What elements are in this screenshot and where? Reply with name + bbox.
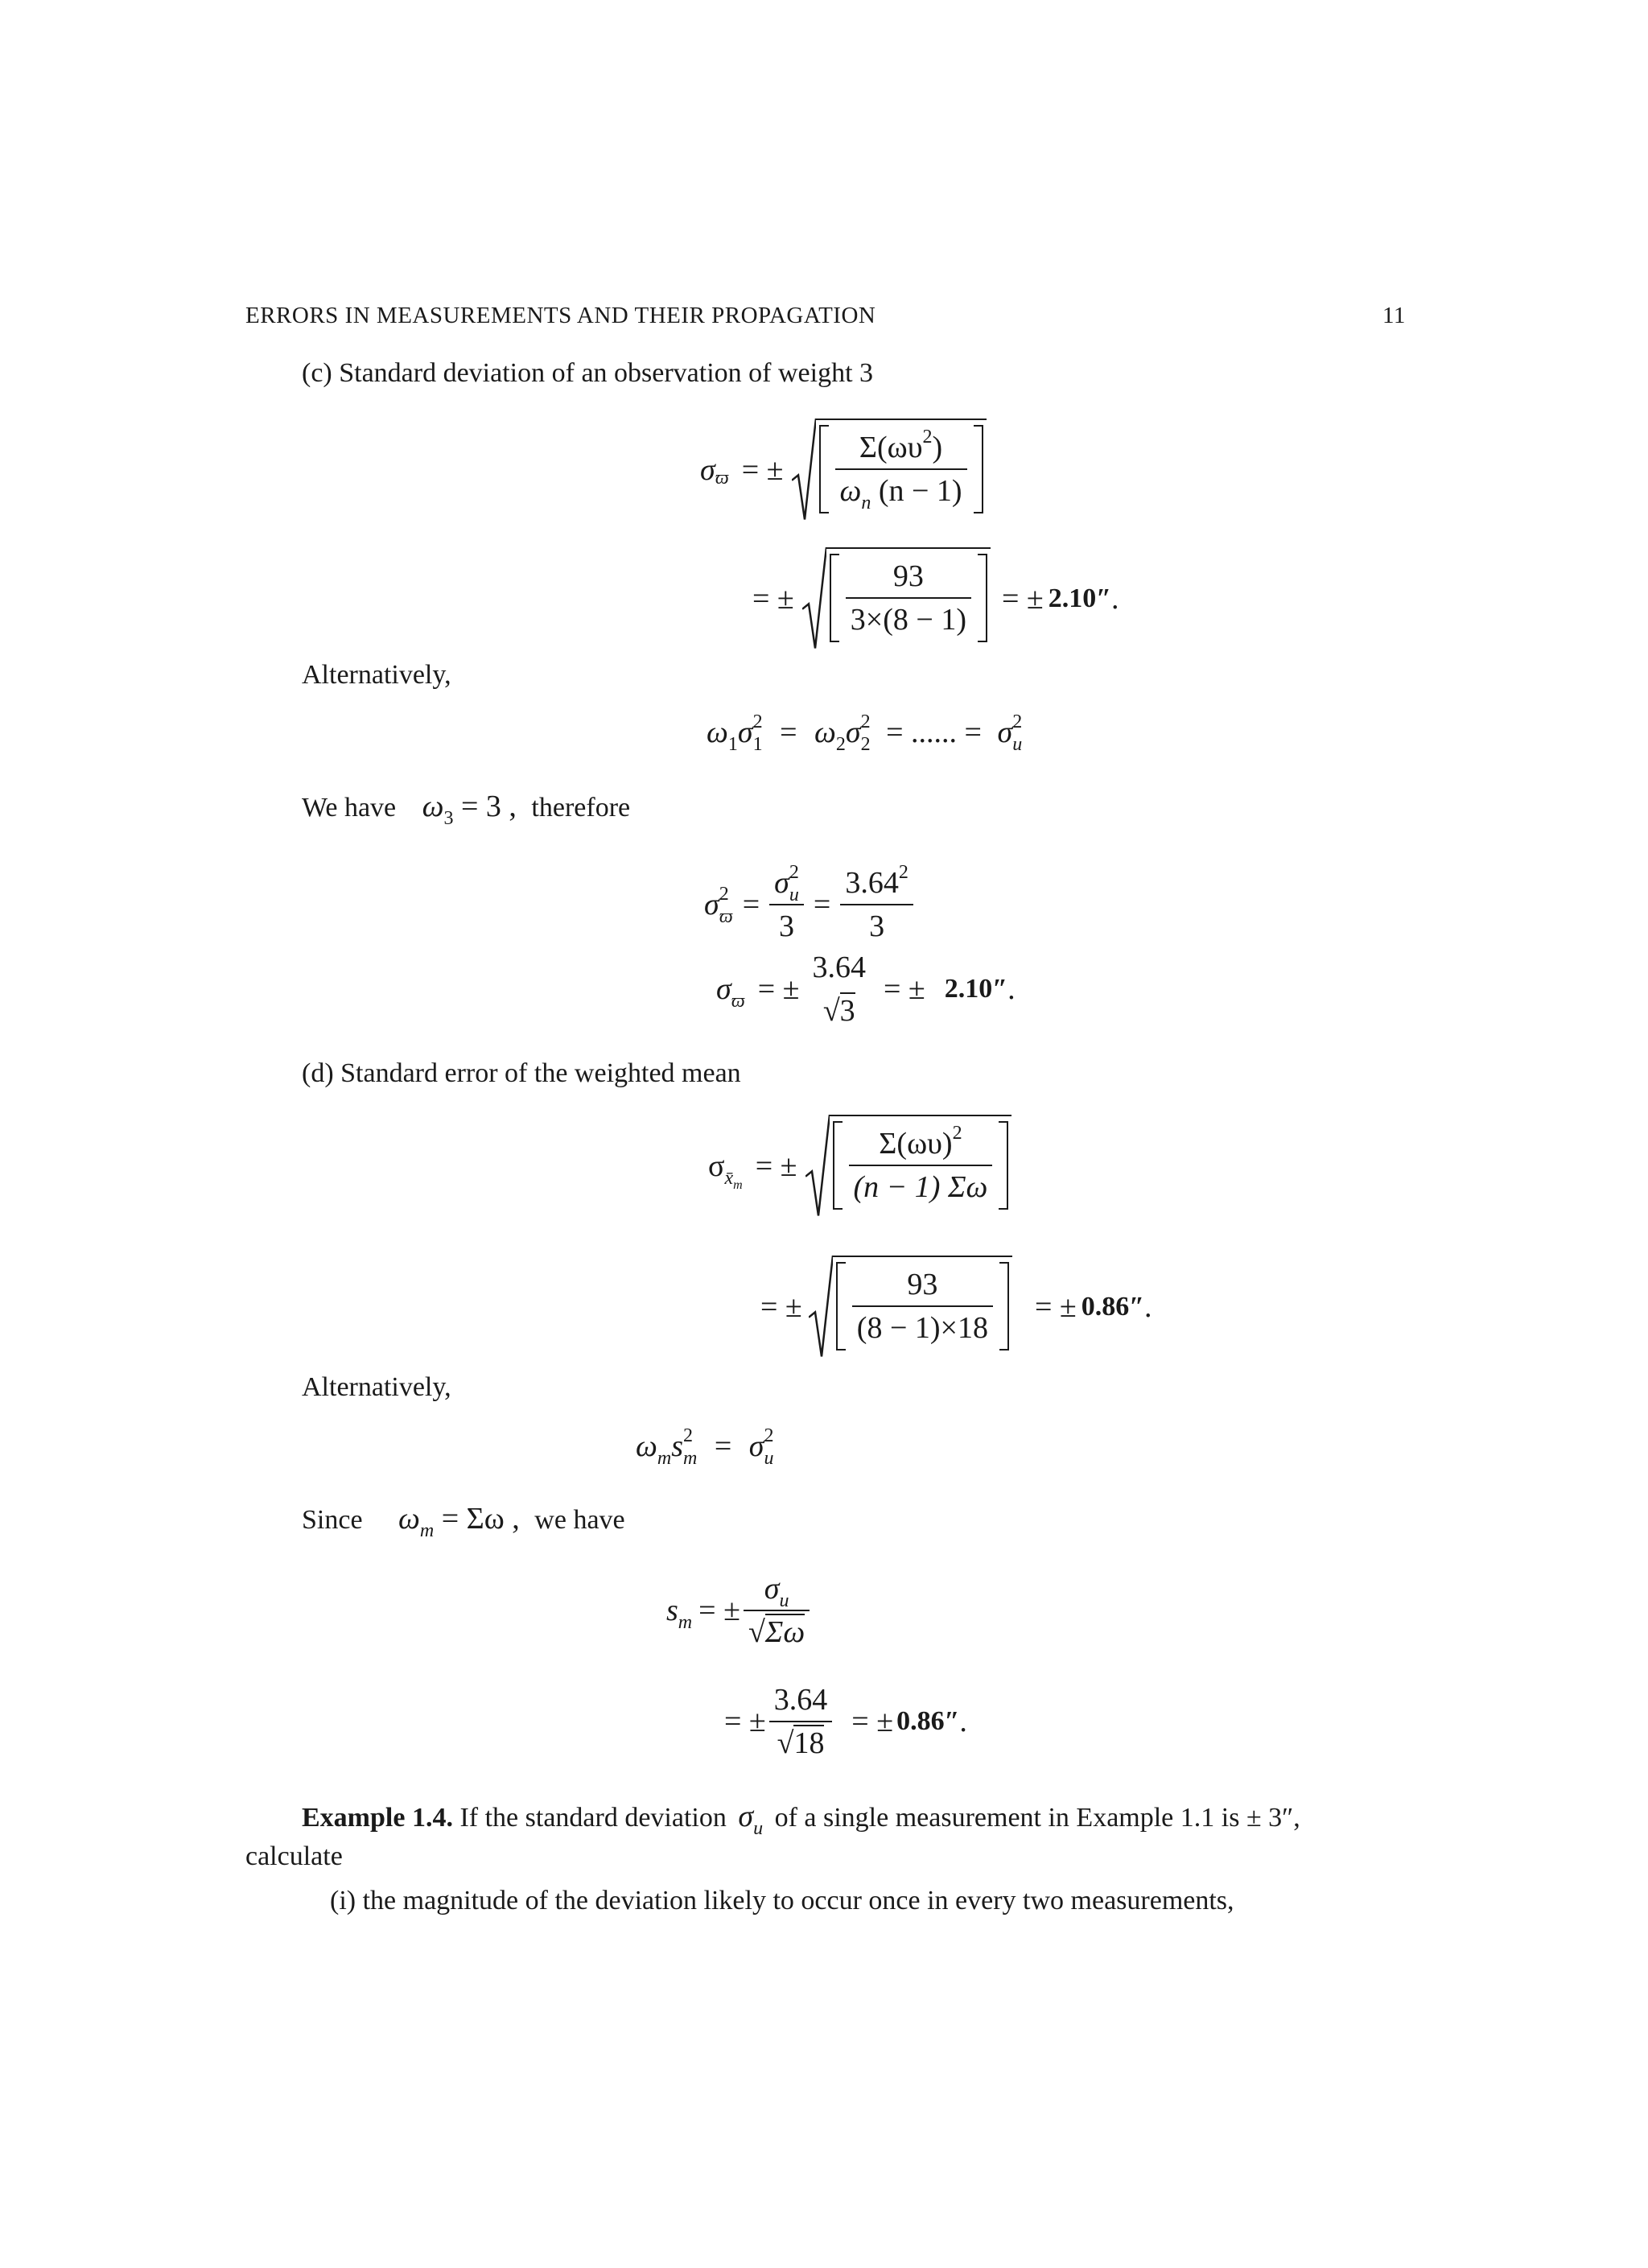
operator: = ±: [1034, 1290, 1077, 1324]
subscript: n: [861, 493, 871, 513]
sqrt-expression: [805, 1115, 1012, 1218]
alternatively-label-2: Alternatively,: [302, 1372, 451, 1402]
fraction: [849, 1123, 993, 1205]
equals: =: [780, 715, 797, 749]
subscript: m: [682, 1448, 698, 1469]
equation-d4: [666, 1571, 810, 1650]
subscript: m: [678, 1612, 693, 1633]
superscript: 2: [1012, 711, 1023, 732]
equals: =: [714, 1429, 732, 1463]
operator: = ±: [755, 1149, 797, 1183]
denominator: 3: [869, 909, 885, 943]
we-have-label: We have: [302, 793, 397, 823]
numerator: 93: [907, 1268, 938, 1301]
operator: = ±: [851, 1705, 894, 1738]
numerator: 3.64: [845, 866, 899, 900]
subscript: u: [789, 885, 799, 905]
subscript: m: [657, 1448, 672, 1469]
superscript: 2: [752, 711, 763, 732]
subscript: m: [733, 1178, 743, 1192]
therefore-label: therefore: [531, 793, 631, 823]
operator: = ±: [698, 1594, 740, 1627]
denominator: 18: [793, 1726, 825, 1760]
omega: ω: [636, 1429, 657, 1463]
equals: =: [813, 888, 831, 922]
sigma: σ: [774, 866, 789, 900]
result-value: 0.86″: [896, 1706, 960, 1736]
sqrt-expression: [809, 1256, 1012, 1359]
omega: ω: [422, 790, 444, 823]
sigma: σ: [845, 715, 861, 749]
subscript: ϖ: [719, 906, 733, 927]
superscript: 2: [789, 862, 799, 883]
sigma: σ: [737, 715, 753, 749]
sqrt-expression: [802, 547, 991, 650]
since-line: [302, 1501, 625, 1541]
denominator: 3: [839, 994, 855, 1028]
subscript: u: [753, 1818, 764, 1839]
subscript: 1: [752, 734, 763, 755]
omega: ω: [814, 715, 836, 749]
s-var: s: [666, 1594, 678, 1627]
fraction: [852, 1267, 993, 1346]
ellipsis-equals: = ...... =: [886, 715, 982, 749]
fraction: [835, 427, 967, 513]
operator: = ±: [741, 453, 784, 487]
superscript: 2: [682, 1425, 693, 1446]
sigma: σ: [997, 715, 1013, 749]
example-item-1: (i) the magnitude of the deviation likely to occur once in every two measurements,: [330, 1886, 1234, 1915]
fraction: $\frac{3.64}{√18}$: [769, 1682, 833, 1761]
section-c-heading: (c) Standard deviation of an observation of weight 3: [302, 358, 874, 388]
superscript: 2: [719, 884, 729, 905]
numerator: 93: [892, 559, 924, 593]
denominator-var: ω: [839, 474, 862, 508]
example-text: If the standard deviation: [452, 1803, 734, 1833]
example-label: Example 1.4.: [302, 1803, 453, 1833]
superscript: 2: [898, 862, 908, 883]
sqrt-expression: [792, 419, 987, 522]
result-value: 2.10″: [1048, 583, 1112, 613]
equation-rest: = 3 ,: [453, 790, 517, 823]
superscript: 2: [764, 1425, 774, 1446]
fraction: [840, 862, 913, 944]
section-d-heading: (d) Standard error of the weighted mean: [302, 1058, 741, 1088]
sigma: σ: [708, 1149, 725, 1183]
superscript: 2: [860, 711, 871, 732]
equation-rest: = Σω ,: [434, 1502, 520, 1536]
superscript: 2: [952, 1123, 962, 1144]
subscript: u: [779, 1590, 789, 1611]
sigma: σ: [748, 1429, 764, 1463]
page-number: 11: [1382, 303, 1406, 328]
denominator: 3: [779, 909, 795, 943]
sigma: σ: [716, 972, 731, 1006]
sqrt-icon: [792, 419, 816, 522]
running-title: ERRORS IN MEASUREMENTS AND THEIR PROPAGATION: [245, 303, 876, 328]
equation-d1: [708, 1115, 1011, 1218]
sqrt-icon: [805, 1115, 830, 1218]
fraction: $\frac{\sigma_u}{√\Sigma\omega}$: [744, 1571, 810, 1650]
alternatively-label: Alternatively,: [302, 660, 451, 690]
subscript: ϖ: [715, 467, 729, 489]
subscript: m: [419, 1520, 435, 1541]
subscript: 3: [443, 808, 454, 829]
sigma: σ: [764, 1572, 780, 1606]
omega: ω: [398, 1502, 420, 1536]
numerator: Σ(ωυ: [859, 431, 923, 464]
operator: = ±: [884, 972, 925, 1006]
sigma-symbol: σ: [700, 453, 715, 487]
numerator: 3.64: [773, 1683, 828, 1717]
sigma: σ: [704, 888, 719, 922]
numerator: 3.64: [812, 950, 866, 984]
denominator: (8 − 1)×18: [856, 1311, 988, 1345]
equation-c3: [707, 711, 1023, 755]
s-var: s: [671, 1429, 683, 1463]
subscript: x̄: [724, 1168, 734, 1189]
sigma: σ: [738, 1800, 754, 1833]
equation-d5: = ± $\frac{3.64}{√18}$ = ± 0.86″ .: [724, 1683, 967, 1760]
result-value: 2.10″: [944, 974, 1008, 1004]
denominator-rest: (n − 1): [871, 474, 962, 508]
since-label: Since: [302, 1505, 363, 1535]
sqrt-icon: [809, 1256, 833, 1359]
fraction: [769, 862, 804, 944]
equation-d2: = ± $\frac{93}{(8 - 1)\times 18}$ = ± 0.86″ .: [760, 1256, 1152, 1359]
subscript: 2: [860, 734, 871, 755]
subscript: 1: [727, 734, 738, 755]
paren: ): [932, 431, 943, 464]
omega: ω: [707, 715, 728, 749]
subscript: u: [764, 1448, 774, 1469]
equation-c1: [700, 419, 987, 522]
operator: = ±: [1001, 582, 1044, 616]
operator: = ±: [724, 1705, 766, 1738]
denominator: (n − 1) Σω: [853, 1170, 988, 1204]
operator: = ±: [757, 972, 800, 1006]
equation-d3: [636, 1425, 774, 1469]
superscript: 2: [922, 427, 933, 447]
fraction: [846, 559, 971, 637]
operator: = ±: [760, 1290, 802, 1324]
equation-c5: $\sigma_ϖ$ = ± 3.64 √3 = ± 2.10″ .: [716, 950, 1016, 1028]
subscript: ϖ: [731, 991, 745, 1012]
denominator: Σω: [764, 1615, 805, 1649]
numerator: Σ(ωυ): [879, 1127, 953, 1161]
equation-c2: = ± $\frac{93}{3\times(8 - 1)}$ = ± 2.10″ .: [752, 547, 1119, 650]
result-value: 0.86″: [1081, 1292, 1145, 1322]
example-text: of a single measurement in Example 1.1 is ± 3″,: [768, 1803, 1300, 1833]
sqrt-icon: [802, 547, 826, 650]
fraction: 3.64 √3: [808, 950, 871, 1029]
subscript: 2: [835, 734, 846, 755]
we-have-label: we have: [534, 1505, 625, 1535]
subscript: u: [1012, 734, 1023, 755]
we-have-line: [302, 789, 631, 829]
denominator: 3×(8 − 1): [850, 603, 966, 637]
example-line: [302, 1799, 1300, 1839]
equals: =: [742, 888, 760, 922]
operator: = ±: [752, 582, 794, 616]
example-calculate: calculate: [245, 1841, 343, 1871]
equation-c4: [704, 862, 913, 944]
